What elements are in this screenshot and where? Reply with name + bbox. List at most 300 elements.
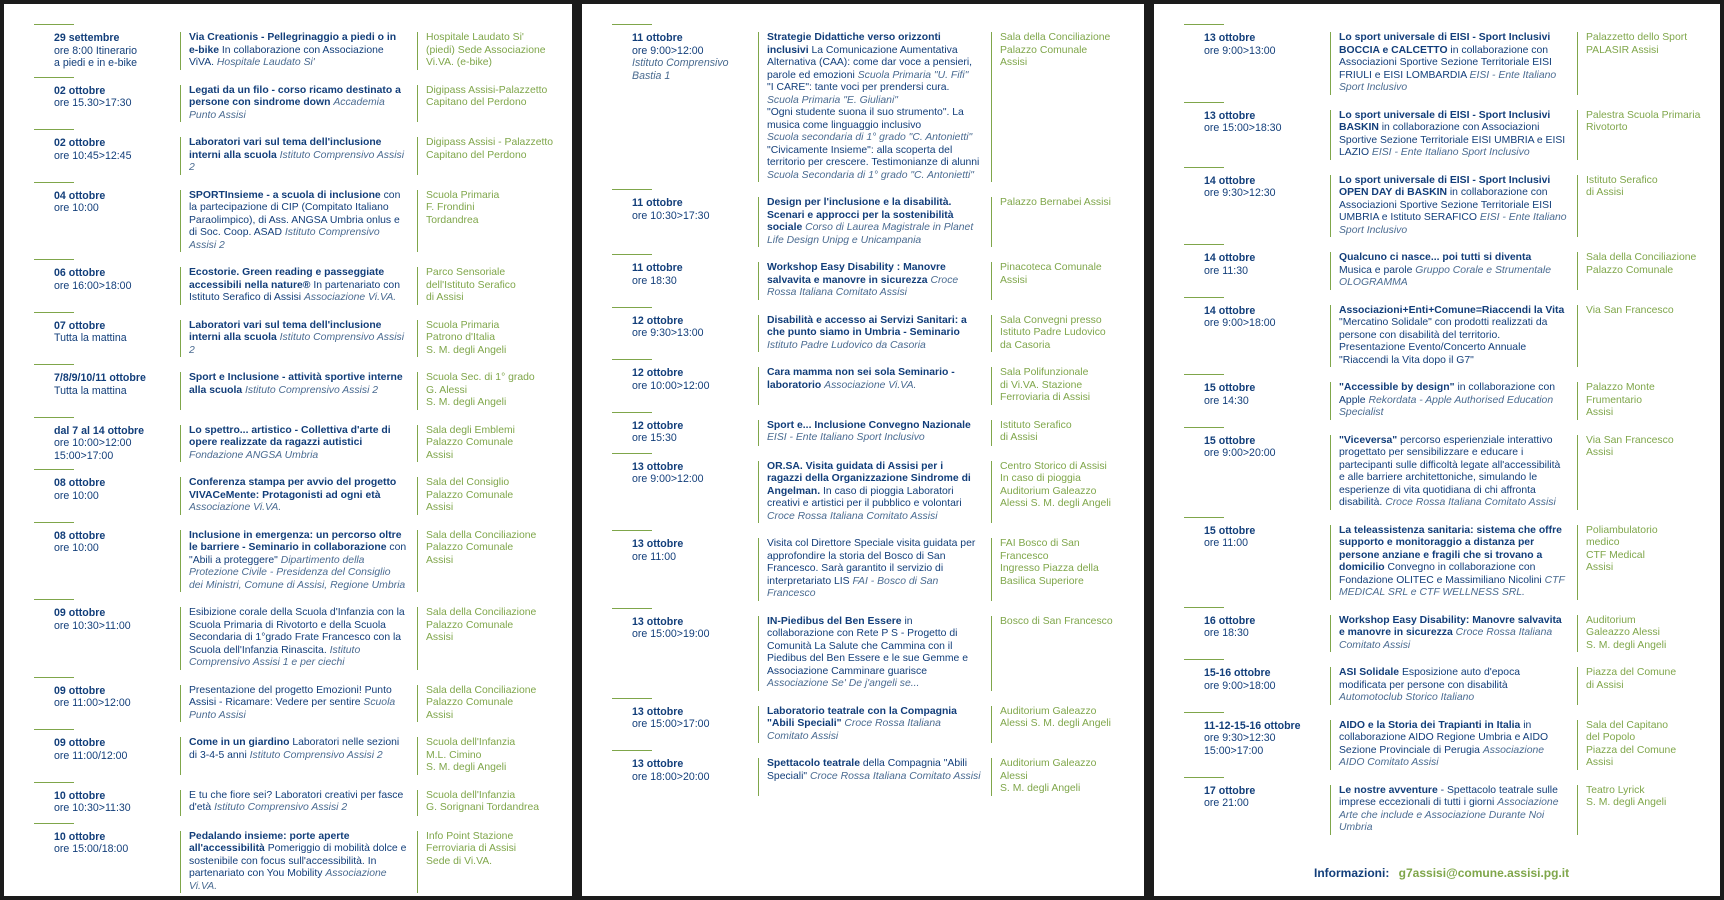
event-location: Sala degli Emblemi Palazzo Comunale Assisi	[417, 425, 560, 463]
event-body	[180, 831, 417, 894]
event-organizer: Croce Rossa Italiana Comitato Assisi	[810, 771, 981, 782]
event-description: Esposizione auto d'epoca modificata per persone con disabilità	[1339, 667, 1520, 691]
event-date-day: 11 ottobre	[632, 32, 750, 45]
event-title: SPORTInsieme - a scuola di inclusione	[189, 190, 381, 201]
event-date-time: Tutta la mattina	[54, 332, 172, 345]
event-body	[1330, 435, 1577, 510]
event-date-time: ore 10:00	[54, 202, 172, 215]
event-date-day: 11 ottobre	[632, 197, 750, 210]
event-date-time: ore 10:00	[54, 542, 172, 555]
event-location: Hospitale Laudato Si' (piedi) Sede Associazione Vi.VA. (e-bike)	[417, 32, 560, 70]
event-body	[1330, 720, 1577, 770]
event-date	[612, 197, 758, 247]
info-email-link[interactable]: g7assisi@comune.assisi.pg.it	[1399, 866, 1569, 880]
event-location: Palestra Scuola Primaria Rivotorto	[1577, 110, 1708, 160]
event-date-day: 11-12-15-16 ottobre	[1204, 720, 1322, 733]
event-body	[1330, 615, 1577, 653]
event-date-day: 08 ottobre	[54, 530, 172, 543]
event-body	[180, 790, 417, 816]
event-row	[1184, 517, 1708, 607]
event-organizer: Dipartimento della Protezione Civile - Presidenza del Consiglio dei Ministri, Comune di Assisi, Regione Umbria	[189, 555, 405, 591]
event-row	[612, 412, 1132, 453]
event-subitem	[767, 82, 981, 107]
event-description: Esibizione corale della Scuola d'Infanzia con la Scuola Primaria di Rivotorto e della Scuola Secondaria di 1°grado Frate Francesco con la Scuola dell'Infanzia Rinascita.	[189, 607, 405, 656]
event-row	[612, 254, 1132, 307]
event-body	[180, 425, 417, 463]
event-organizer: Fondazione ANGSA Umbria	[189, 450, 318, 461]
event-row	[34, 259, 560, 312]
event-date-day: 17 ottobre	[1204, 785, 1322, 798]
event-row	[612, 530, 1132, 608]
event-body	[180, 320, 417, 358]
event-description: Convegno in collaborazione con Fondazione OLITEC e Massimiliano Nicolini	[1339, 562, 1542, 586]
event-date-venue: Istituto Comprensivo Bastia 1	[632, 57, 750, 82]
event-location: Auditorium Galeazzo Alessi S. M. degli Angeli	[1577, 615, 1708, 653]
event-title: Le nostre avventure	[1339, 785, 1438, 796]
event-date-time: ore 10:30>11:00	[54, 620, 172, 633]
event-organizer: Istituto Comprensivo Assisi 2	[214, 802, 347, 813]
event-date-day: 11 ottobre	[632, 262, 750, 275]
event-organizer: Istituto Comprensivo Assisi 2	[189, 332, 404, 356]
event-location: Scuola dell'Infanzia G. Sorignani Tordandrea	[417, 790, 560, 816]
event-body	[758, 315, 991, 353]
event-body	[180, 137, 417, 175]
event-title: ASI Solidale	[1339, 667, 1399, 678]
event-organizer: Scuola Punto Assisi	[189, 697, 395, 721]
event-title: Disabilità e accesso ai Servizi Sanitari: a che punto siamo in Umbria - Seminario	[767, 315, 967, 339]
event-date-day: 13 ottobre	[632, 616, 750, 629]
event-row	[1184, 24, 1708, 102]
event-date-time: ore 15.30>17:30	[54, 97, 172, 110]
event-row	[612, 608, 1132, 698]
event-body	[758, 538, 991, 601]
event-date-day: 10 ottobre	[54, 831, 172, 844]
event-date-time: ore 14:30	[1204, 395, 1322, 408]
event-date-day: 15 ottobre	[1204, 382, 1322, 395]
event-title: Via Creationis - Pellegrinaggio a piedi o in e-bike	[189, 32, 396, 56]
event-body	[1330, 667, 1577, 705]
event-date-day: 13 ottobre	[632, 461, 750, 474]
event-date-day: 14 ottobre	[1204, 175, 1322, 188]
event-date	[34, 190, 180, 253]
event-date	[34, 607, 180, 670]
event-row	[1184, 427, 1708, 517]
event-location: Auditorium Galeazzo Alessi S. M. degli Angeli	[991, 758, 1132, 796]
event-location: Sala Convegni presso Istituto Padre Ludovico da Casoria	[991, 315, 1132, 353]
event-subitem-text: "Civicamente Insieme": alla scoperta del territorio per crescere. Testimonianze di alunni	[767, 145, 981, 170]
event-subitem-text: "Ogni studente suona il suo strumento". La musica come linguaggio inclusivo	[767, 107, 981, 132]
event-body	[180, 372, 417, 410]
event-location: Digipass Assisi-Palazzetto Capitano del Perdono	[417, 85, 560, 123]
event-body	[758, 461, 991, 524]
event-date-day: 12 ottobre	[632, 315, 750, 328]
event-body	[180, 477, 417, 515]
event-location: Centro Storico di Assisi In caso di pioggia Auditorium Galeazzo Alessi S. M. degli Angeli	[991, 461, 1132, 524]
event-organizer: Gruppo Corale e Strumentale OLOGRAMMA	[1339, 265, 1551, 289]
event-subitem	[767, 145, 981, 183]
event-date-day: 14 ottobre	[1204, 305, 1322, 318]
event-date-time: ore 11:00	[1204, 537, 1322, 550]
event-date-day: 09 ottobre	[54, 737, 172, 750]
event-subitem-text: "I CARE": tante voci per prendersi cura.	[767, 82, 981, 95]
event-location: Piazza del Comune di Assisi	[1577, 667, 1708, 705]
event-location: Scuola Primaria F. Frondini Tordandrea	[417, 190, 560, 253]
event-body	[758, 616, 991, 691]
event-organizer: Scuola Primaria "U. Fifi"	[858, 70, 969, 81]
event-body	[1330, 175, 1577, 238]
event-date-time: ore 9:00>12:00	[632, 45, 750, 58]
event-description: - Spettacolo teatrale sulle imprese eccezionali di tutti i giorni	[1339, 785, 1558, 809]
event-description: In partenariato con Istituto Serafico di Assisi	[189, 280, 400, 304]
event-title: OR.SA. Visita guidata di Assisi per i ragazzi della Organizzazione Sindrome di Angelman.	[767, 461, 971, 497]
event-date-time: ore 18:00>20:00	[632, 771, 750, 784]
event-location: Auditorium Galeazzo Alessi S. M. degli Angeli	[991, 706, 1132, 744]
event-row	[34, 182, 560, 260]
event-description: Pomeriggio di mobilità dolce e sostenibile con focus sull'accessibilità. In partenariato con You Mobility	[189, 843, 406, 879]
event-date-day: 15 ottobre	[1204, 435, 1322, 448]
event-date	[1184, 305, 1330, 368]
event-organizer: EISI - Ente Italiano Sport Inclusivo	[1339, 70, 1556, 94]
event-organizer: Istituto Comprensivo Assisi 2	[250, 750, 383, 761]
event-date-time: ore 18:30	[1204, 627, 1322, 640]
event-title: Inclusione in emergenza: un percorso oltre le barriere - Seminario in collaborazione	[189, 530, 401, 554]
event-organizer: EISI - Ente Italiano Sport Inclusivo	[1372, 147, 1530, 158]
event-location: Via San Francesco Assisi	[1577, 435, 1708, 510]
event-subitem-organizer: Scuola secondaria di 1° grado "C. Antonietti"	[767, 132, 981, 145]
event-body	[180, 267, 417, 305]
event-date-time: ore 9:30>12:30	[1204, 187, 1322, 200]
event-date-time: ore 15:30	[632, 432, 750, 445]
event-body	[1330, 382, 1577, 420]
event-description: in collaborazione con Apple	[1339, 382, 1555, 406]
event-date	[1184, 32, 1330, 95]
event-location: Poliambulatorio medico CTF Medical Assisi	[1577, 525, 1708, 600]
event-title: Lo spettro... artistico - Collettiva d'arte di opere realizzate da ragazzi autistici	[189, 425, 391, 449]
event-body	[1330, 110, 1577, 160]
event-title: Workshop Easy Disability : Manovre salvavita e manovre in sicurezza	[767, 262, 946, 286]
event-location: Info Point Stazione Ferroviaria di Assisi Sede di Vi.VA.	[417, 831, 560, 894]
event-title: Lo sport universale di EISI - Sport Inclusivi BASKIN	[1339, 110, 1550, 134]
event-title: Spettacolo teatrale	[767, 758, 860, 769]
event-body	[758, 262, 991, 300]
event-body	[758, 197, 991, 247]
event-row	[34, 599, 560, 677]
event-row	[1184, 167, 1708, 245]
event-row	[34, 823, 560, 900]
event-description: Visita col Direttore Speciale visita guidata per approfondire la storia del Bosco di San Francesco. Sarà garantito il servizio di interpretariato LIS	[767, 538, 975, 587]
event-body	[1330, 305, 1577, 368]
event-date-time: ore 10:00>12:00	[632, 380, 750, 393]
event-row	[1184, 659, 1708, 712]
event-location: Palazzo Bernabei Assisi	[991, 197, 1132, 247]
event-date-time: ore 15:00>17:00	[632, 718, 750, 731]
event-date-day: 02 ottobre	[54, 137, 172, 150]
event-description: Laboratori nelle sezioni di 3-4-5 anni	[189, 737, 399, 761]
event-body	[180, 85, 417, 123]
event-date-day: 15 ottobre	[1204, 525, 1322, 538]
event-date-day: 09 ottobre	[54, 607, 172, 620]
event-title: IN-Piedibus del Ben Essere	[767, 616, 902, 627]
event-date-day: 10 ottobre	[54, 790, 172, 803]
event-row	[1184, 297, 1708, 375]
event-title: Laboratori vari sul tema dell'inclusione interni alla scuola	[189, 137, 381, 161]
event-row	[34, 522, 560, 600]
event-location: Bosco di San Francesco	[991, 616, 1132, 691]
event-date	[34, 320, 180, 358]
event-body	[758, 367, 991, 405]
event-date	[1184, 785, 1330, 835]
event-location: Sala Polifunzionale di Vi.VA. Stazione Ferroviaria di Assisi	[991, 367, 1132, 405]
event-date	[1184, 435, 1330, 510]
event-title: La teleassistenza sanitaria: sistema che offre supporto e monitoraggio a distanza per persone anziane e fragili che si trovano a domicilio	[1339, 525, 1562, 574]
event-body	[180, 737, 417, 775]
event-title: Workshop Easy Disability: Manovre salvavita e manovre in sicurezza	[1339, 615, 1562, 639]
event-body	[1330, 32, 1577, 95]
event-row	[34, 77, 560, 130]
event-date-time: ore 8:00 Itinerario	[54, 45, 172, 58]
event-date	[612, 262, 758, 300]
event-date	[34, 685, 180, 723]
event-date-time: a piedi e in e-bike	[54, 57, 172, 70]
event-date-day: 12 ottobre	[632, 420, 750, 433]
event-date-day: 7/8/9/10/11 ottobre	[54, 372, 172, 385]
event-organizer: Istituto Comprensivo Assisi 2	[245, 385, 378, 396]
event-description: della Compagnia "Abili Speciali"	[767, 758, 967, 782]
event-organizer: Istituto Comprensivo Assisi 1 e per ciechi	[189, 645, 360, 669]
event-date-time: ore 11:00/12:00	[54, 750, 172, 763]
event-subitem-organizer: Scuola Primaria "E. Giuliani"	[767, 95, 981, 108]
event-row	[34, 364, 560, 417]
event-description: La Comunicazione Aumentativa Alternativa (CAA): come dar voce a pensieri, parole ed emozioni	[767, 45, 972, 81]
event-body	[180, 32, 417, 70]
event-date-day: 15-16 ottobre	[1204, 667, 1322, 680]
event-location: Teatro Lyrick S. M. degli Angeli	[1577, 785, 1708, 835]
event-title: Design per l'inclusione e la disabilità. Scenari e approcci per la sostenibilità sociale	[767, 197, 954, 233]
event-date	[34, 137, 180, 175]
event-organizer: Hospitale Laudato Si'	[217, 57, 315, 68]
event-date-day: 07 ottobre	[54, 320, 172, 333]
event-date-day: 13 ottobre	[632, 758, 750, 771]
event-body	[1330, 525, 1577, 600]
event-location: Sala del Consiglio Palazzo Comunale Assisi	[417, 477, 560, 515]
event-description: Musica e parole	[1339, 265, 1412, 276]
event-organizer: Istituto Comprensivo Assisi 2	[189, 227, 380, 251]
event-date	[34, 85, 180, 123]
event-row	[34, 24, 560, 77]
event-date	[1184, 720, 1330, 770]
event-organizer: Automotoclub Storico Italiano	[1339, 692, 1474, 703]
event-title: Lo sport universale di EISI - Sport Inclusivi OPEN DAY di BASKIN	[1339, 175, 1550, 199]
event-date-time: ore 11:30	[1204, 265, 1322, 278]
event-row	[34, 729, 560, 782]
event-row	[34, 469, 560, 522]
event-location: Scuola dell'Infanzia M.L. Cimino S. M. degli Angeli	[417, 737, 560, 775]
event-row	[1184, 102, 1708, 167]
event-row	[612, 189, 1132, 254]
event-date	[612, 758, 758, 796]
event-date	[34, 790, 180, 816]
event-description: percorso esperienziale interattivo progettato per sensibilizzare e educare i partecipanti sulle difficoltà legate all'accessibilità e alle barriere architettoniche, simulando le esperienze di vita quotidiana di chi affronta disabilità.	[1339, 435, 1560, 509]
event-row	[612, 453, 1132, 531]
event-organizer: Associazione AIDO Comitato Assisi	[1339, 745, 1544, 769]
event-title: AIDO e la Storia dei Trapianti in Italia	[1339, 720, 1520, 731]
event-organizer: Associazione Vi.VA.	[824, 380, 916, 391]
event-date-time: ore 9:00>18:00	[1204, 680, 1322, 693]
event-organizer: FAI - Bosco di San Francesco	[767, 576, 938, 600]
event-title: Strategie Didattiche verso orizzonti inclusivi	[767, 32, 941, 56]
event-location: Digipass Assisi - Palazzetto Capitano del Perdono	[417, 137, 560, 175]
event-title: "Accessible by design"	[1339, 382, 1455, 393]
event-date	[1184, 667, 1330, 705]
event-organizer: Associazione Arte che include e Associazione Durante Noi Umbria	[1339, 797, 1558, 833]
event-row	[612, 24, 1132, 189]
event-organizer: Rekordata - Apple Authorised Education Specialist	[1339, 395, 1553, 419]
event-location: Sala della Conciliazione Palazzo Comunale	[1577, 252, 1708, 290]
event-date-time: ore 9:00>12:00	[632, 473, 750, 486]
event-row	[1184, 244, 1708, 297]
event-date-day: 06 ottobre	[54, 267, 172, 280]
event-date-day: 13 ottobre	[1204, 32, 1322, 45]
event-description: In collaborazione con Associazione ViVA.	[189, 45, 384, 69]
event-row	[612, 750, 1132, 803]
event-date	[34, 372, 180, 410]
event-body	[180, 190, 417, 253]
event-date	[612, 32, 758, 182]
event-row	[1184, 607, 1708, 660]
event-organizer: Corso di Laurea Magistrale in Planet Life Design Unipg e Unicampania	[767, 222, 973, 246]
event-organizer: Associazione Vi.VA.	[189, 502, 281, 513]
event-row	[34, 417, 560, 470]
event-location: Istituto Serafico di Assisi	[1577, 175, 1708, 238]
event-date-day: 08 ottobre	[54, 477, 172, 490]
event-date	[34, 737, 180, 775]
event-title: Come in un giardino	[189, 737, 289, 748]
event-date	[612, 616, 758, 691]
event-date-time: ore 16:00>18:00	[54, 280, 172, 293]
event-date	[612, 706, 758, 744]
event-body	[180, 685, 417, 723]
event-description: "Mercatino Solidale" con prodotti realizzati da persone con disabilità del territorio. Presentazione Evento/Concerto Annuale "Riaccendi la Vita dopo il G7"	[1339, 317, 1547, 366]
event-title: Sport e... Inclusione Convegno Nazionale	[767, 420, 971, 431]
event-row	[1184, 374, 1708, 427]
event-title: Legati da un filo - corso ricamo destinato a persone con sindrome down	[189, 85, 401, 109]
event-date-time: ore 9:30>12:30	[1204, 732, 1322, 745]
event-row	[34, 129, 560, 182]
event-location: Palazzo Monte Frumentario Assisi	[1577, 382, 1708, 420]
event-date	[34, 267, 180, 305]
event-date-time: ore 21:00	[1204, 797, 1322, 810]
event-row	[34, 312, 560, 365]
event-row	[612, 359, 1132, 412]
event-subitem-organizer: Scuola Secondaria di 1° grado "C. Antonietti"	[767, 170, 981, 183]
event-date	[612, 315, 758, 353]
event-location: FAI Bosco di San Francesco Ingresso Piazza della Basilica Superiore	[991, 538, 1132, 601]
event-body	[1330, 252, 1577, 290]
event-location: Sala della Conciliazione Palazzo Comunale Assisi	[417, 685, 560, 723]
event-description: con la partecipazione di CIP (Compitato Italiano Paraolimpico), di Ass. ANGSA Umbria onlus e di Soc. Coop. ASAD	[189, 190, 400, 239]
event-date	[34, 425, 180, 463]
event-row	[612, 307, 1132, 360]
event-location: Sala della Conciliazione Palazzo Comunale Assisi	[991, 32, 1132, 182]
event-body	[758, 32, 991, 182]
event-description: in collaborazione con Associazioni Sportive Sezione Territoriale EISI FRIULI e EISI LOMBARDIA	[1339, 45, 1552, 81]
event-row	[1184, 712, 1708, 777]
event-date-time: ore 10:30>11:30	[54, 802, 172, 815]
event-date-time: ore 11:00	[632, 551, 750, 564]
event-date-day: 12 ottobre	[632, 367, 750, 380]
event-date	[612, 420, 758, 446]
event-date	[1184, 252, 1330, 290]
event-location: Scuola Primaria Patrono d'Italia S. M. degli Angeli	[417, 320, 560, 358]
event-subitem	[767, 107, 981, 145]
event-location: Pinacoteca Comunale Assisi	[991, 262, 1132, 300]
event-description: in collaborazione con Rete P S - Progetto di Comunità La Salute che Cammina con il Piedibus del Ben Essere e le sue Gemme e Associazione Camminare guarisce	[767, 616, 968, 677]
event-date	[1184, 110, 1330, 160]
event-date-time: ore 9:00>20:00	[1204, 447, 1322, 460]
event-description: E tu che fiore sei? Laboratori creativi per fasce d'età	[189, 790, 403, 814]
event-date-day: 16 ottobre	[1204, 615, 1322, 628]
event-organizer: EISI - Ente Italiano Sport Inclusivo	[1339, 212, 1567, 236]
event-date-time: ore 11:00>12:00	[54, 697, 172, 710]
event-title: Lo sport universale di EISI - Sport Inclusivi BOCCIA e CALCETTO	[1339, 32, 1550, 56]
event-date	[1184, 382, 1330, 420]
event-organizer: Associazione Vi.VA.	[304, 292, 396, 303]
event-organizer: Croce Rossa Italiana Comitato Assisi	[767, 275, 958, 299]
event-date	[1184, 615, 1330, 653]
info-footer	[1314, 866, 1569, 880]
event-location: Parco Sensoriale dell'Istituto Serafico di Assisi	[417, 267, 560, 305]
program-column-1	[4, 4, 572, 896]
event-date-day: 13 ottobre	[632, 538, 750, 551]
event-date-time: ore 15:00/18:00	[54, 843, 172, 856]
event-location: Istituto Serafico di Assisi	[991, 420, 1132, 446]
event-body	[1330, 785, 1577, 835]
event-location: Sala della Conciliazione Palazzo Comunale Assisi	[417, 530, 560, 593]
event-location: Palazzetto dello Sport PALASIR Assisi	[1577, 32, 1708, 95]
event-date-day: 13 ottobre	[1204, 110, 1322, 123]
event-title: Cara mamma non sei sola Seminario - laboratorio	[767, 367, 955, 391]
event-title: Pedalando insieme: porte aperte all'accessibilità	[189, 831, 350, 855]
event-title: Sport e Inclusione - attività sportive interne alla scuola	[189, 372, 403, 396]
event-date	[34, 831, 180, 894]
event-organizer: Istituto Padre Ludovico da Casoria	[767, 340, 926, 351]
event-date-time: Tutta la mattina	[54, 385, 172, 398]
event-location: Sala del Capitano del Popolo Piazza del Comune Assisi	[1577, 720, 1708, 770]
event-title: Qualcuno ci nasce... poi tutti si diventa	[1339, 252, 1531, 263]
event-date-day: 14 ottobre	[1204, 252, 1322, 265]
event-date	[612, 461, 758, 524]
event-date-time: ore 15:00>18:30	[1204, 122, 1322, 135]
info-label: Informazioni:	[1314, 866, 1389, 880]
event-location: Via San Francesco	[1577, 305, 1708, 368]
event-date-time: ore 15:00>19:00	[632, 628, 750, 641]
event-organizer: CTF MEDICAL SRL e CTF WELLNESS SRL.	[1339, 575, 1565, 599]
program-column-2	[582, 4, 1144, 896]
event-organizer: Accademia Punto Assisi	[189, 97, 385, 121]
event-date-time: ore 10:00>12:00	[54, 437, 172, 450]
event-date-time: ore 18:30	[632, 275, 750, 288]
event-title: Laboratorio teatrale con la Compagnia "Abili Speciali"	[767, 706, 957, 730]
program-column-3	[1154, 4, 1720, 896]
event-title: Ecostorie. Green reading e passeggiate accessibili nella nature®	[189, 267, 384, 291]
event-location: Scuola Sec. di 1° grado G. Alessi S. M. degli Angeli	[417, 372, 560, 410]
event-date-day: 13 ottobre	[632, 706, 750, 719]
event-date-day: 29 settembre	[54, 32, 172, 45]
event-description: con "Abili a proteggere"	[189, 542, 406, 566]
event-organizer: Associazione Se' De j'angeli se...	[767, 678, 919, 689]
event-description: In caso di pioggia Laboratori creativi e artistici per il pubblico e volontari	[767, 486, 962, 510]
event-date-day: 02 ottobre	[54, 85, 172, 98]
